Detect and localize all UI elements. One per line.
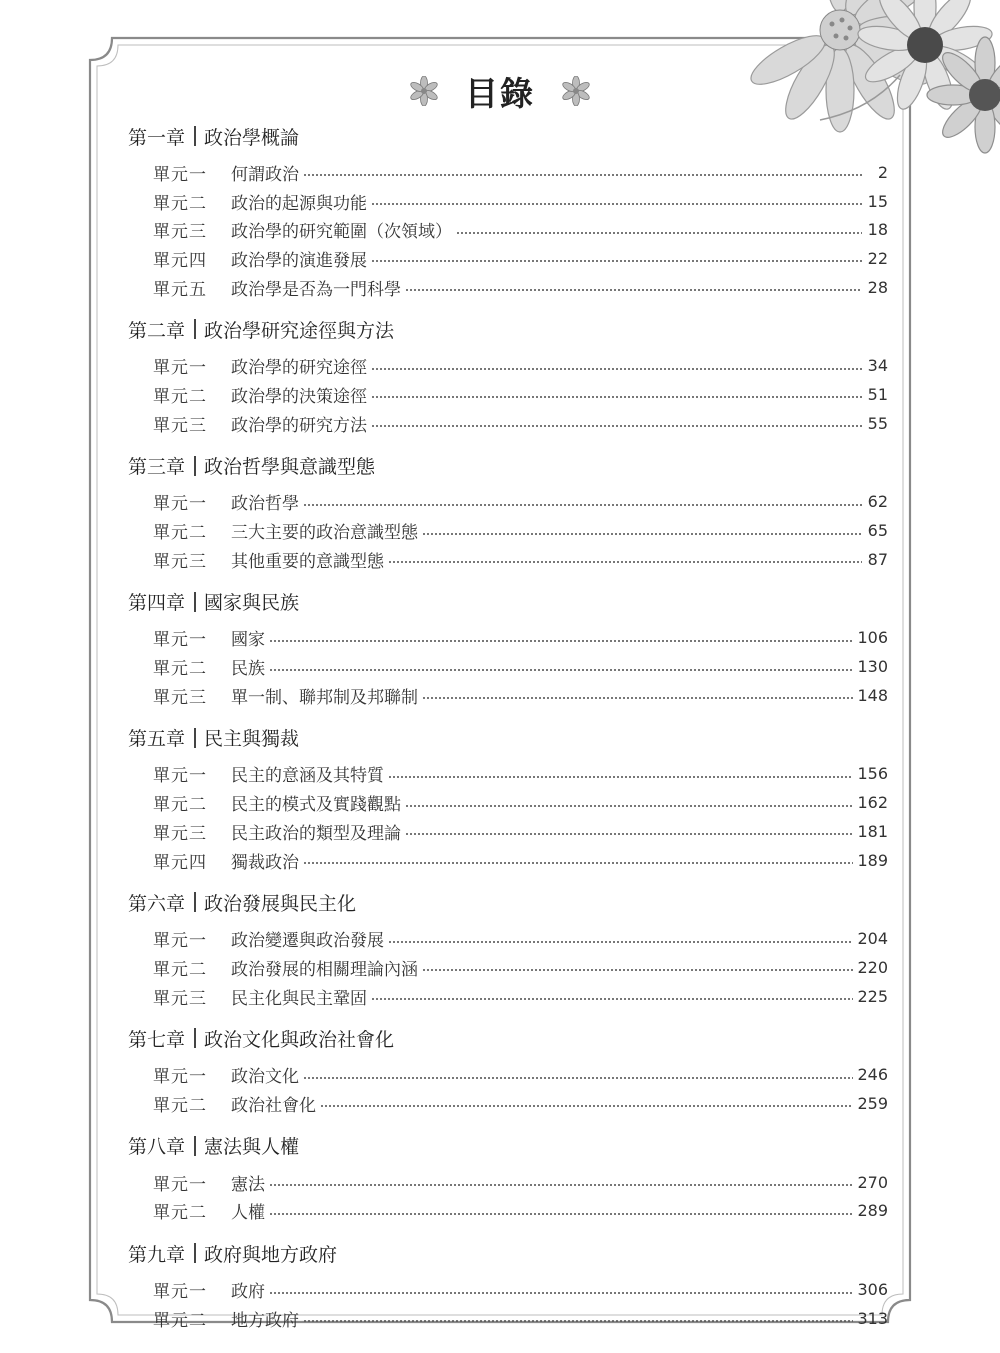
- unit-title: 地方政府: [231, 1310, 299, 1331]
- page-number: 204: [857, 929, 888, 949]
- chapter-title: 政府與地方政府: [204, 1243, 338, 1266]
- chapter-label: 第五章: [128, 728, 186, 751]
- chapter-heading[interactable]: [128, 582, 888, 622]
- chapter-heading[interactable]: [128, 1018, 888, 1058]
- unit-title: 憲法: [231, 1174, 265, 1195]
- dot-leader: [422, 533, 862, 535]
- page-number: 246: [857, 1065, 888, 1085]
- unit-label: 單元二: [153, 523, 207, 544]
- dot-leader: [371, 998, 853, 1000]
- page-number: 162: [857, 793, 888, 813]
- dot-leader: [371, 425, 862, 427]
- toc-entry[interactable]: [128, 924, 888, 953]
- chapter-separator: [194, 456, 196, 476]
- chapter-label: 第二章: [128, 319, 186, 342]
- chapter-heading[interactable]: [128, 1126, 888, 1166]
- dot-leader: [422, 697, 853, 699]
- toc-entry[interactable]: [128, 681, 888, 710]
- unit-label: 單元三: [153, 687, 207, 708]
- page-number: 28: [867, 277, 888, 297]
- unit-label: 單元一: [153, 766, 207, 787]
- toc-entry[interactable]: [128, 788, 888, 817]
- unit-label: 單元二: [153, 1095, 207, 1116]
- unit-label: 單元一: [153, 164, 207, 185]
- toc-entry[interactable]: [128, 760, 888, 789]
- toc-entry[interactable]: [128, 409, 888, 438]
- page-number: 189: [857, 850, 888, 870]
- toc-entry[interactable]: [128, 380, 888, 409]
- ornament-left-icon: [409, 76, 439, 106]
- unit-title: 政治的起源與功能: [231, 193, 367, 214]
- chapter-section: [128, 446, 888, 574]
- dot-leader: [371, 396, 862, 398]
- chapter-section: [128, 882, 888, 1010]
- chapter-heading[interactable]: [128, 718, 888, 758]
- chapter-title: 憲法與人權: [204, 1136, 300, 1159]
- chapter-heading[interactable]: [128, 309, 888, 349]
- page-number: 65: [867, 521, 888, 541]
- page-number: 34: [867, 356, 888, 376]
- dot-leader: [388, 941, 853, 943]
- dot-leader: [388, 776, 853, 778]
- dot-leader: [303, 174, 862, 176]
- toc-entry[interactable]: [128, 158, 888, 187]
- dot-leader: [371, 368, 862, 370]
- toc-entry[interactable]: [128, 817, 888, 846]
- unit-title: 政府: [231, 1282, 265, 1303]
- chapter-separator: [194, 319, 196, 339]
- unit-title: 單一制、聯邦制及邦聯制: [231, 687, 418, 708]
- page-number: 270: [857, 1172, 888, 1192]
- chapter-label: 第八章: [128, 1136, 186, 1159]
- page-number: 313: [857, 1308, 888, 1328]
- unit-label: 單元二: [153, 795, 207, 816]
- page-number: 2: [877, 162, 888, 182]
- page-number: 130: [857, 657, 888, 677]
- dot-leader: [405, 833, 853, 835]
- chapter-separator: [194, 892, 196, 912]
- toc-entry[interactable]: [128, 982, 888, 1011]
- unit-label: 單元三: [153, 551, 207, 572]
- page-number: 51: [867, 384, 888, 404]
- ornament-right-icon: [561, 76, 591, 106]
- toc-entry[interactable]: [128, 1168, 888, 1197]
- unit-title: 政治學是否為一門科學: [231, 279, 401, 300]
- dot-leader: [303, 1320, 853, 1322]
- chapter-section: [128, 116, 888, 301]
- unit-label: 單元二: [153, 959, 207, 980]
- unit-title: 民主政治的類型及理論: [231, 823, 401, 844]
- page-number: 106: [857, 628, 888, 648]
- chapter-label: 第四章: [128, 592, 186, 615]
- chapter-title: 政治發展與民主化: [204, 892, 357, 915]
- unit-label: 單元二: [153, 1310, 207, 1331]
- chapter-heading[interactable]: [128, 1233, 888, 1273]
- unit-title: 三大主要的政治意識型態: [231, 523, 418, 544]
- toc-entry[interactable]: [128, 545, 888, 574]
- toc-entry[interactable]: [128, 215, 888, 244]
- toc-entry[interactable]: [128, 187, 888, 216]
- dot-leader: [269, 1213, 853, 1215]
- unit-label: 單元五: [153, 279, 207, 300]
- unit-label: 單元二: [153, 659, 207, 680]
- page-number: 62: [867, 492, 888, 512]
- page-number: 156: [857, 764, 888, 784]
- toc-entry[interactable]: [128, 846, 888, 875]
- chapter-title: 政治文化與政治社會化: [204, 1028, 395, 1051]
- unit-list: [128, 760, 888, 875]
- unit-label: 單元二: [153, 193, 207, 214]
- page-number: 15: [867, 191, 888, 211]
- page-number: 87: [867, 549, 888, 569]
- chapter-section: [128, 309, 888, 437]
- chapter-title: 政治哲學與意識型態: [204, 456, 376, 478]
- unit-label: 單元二: [153, 1203, 207, 1224]
- unit-label: 單元三: [153, 222, 207, 243]
- unit-label: 單元一: [153, 1067, 207, 1088]
- toc-entry[interactable]: [128, 1197, 888, 1226]
- unit-title: 其他重要的意識型態: [231, 551, 384, 572]
- chapter-separator: [194, 728, 196, 748]
- toc-entry[interactable]: [128, 351, 888, 380]
- unit-title: 民主的模式及實踐觀點: [231, 795, 401, 816]
- page-number: 289: [857, 1201, 888, 1221]
- toc-entry[interactable]: [128, 1089, 888, 1118]
- chapter-separator: [194, 1028, 196, 1048]
- chapter-title: 國家與民族: [204, 592, 300, 615]
- page-number: 22: [867, 248, 888, 268]
- page-number: 220: [857, 957, 888, 977]
- page-number: 55: [867, 413, 888, 433]
- toc-entry[interactable]: [128, 624, 888, 653]
- chapter-separator: [194, 126, 196, 146]
- unit-title: 政治社會化: [231, 1095, 316, 1116]
- unit-list: [128, 488, 888, 574]
- dot-leader: [303, 1077, 853, 1079]
- dot-leader: [388, 561, 862, 563]
- unit-label: 單元一: [153, 1282, 207, 1303]
- unit-label: 單元四: [153, 250, 207, 271]
- toc-entry[interactable]: [128, 273, 888, 302]
- unit-title: 政治學的演進發展: [231, 250, 367, 271]
- chapter-title: 政治學研究途徑與方法: [204, 319, 395, 342]
- chapter-label: 第一章: [128, 126, 186, 149]
- unit-title: 政治學的研究途徑: [231, 358, 367, 379]
- unit-label: 單元三: [153, 415, 207, 436]
- page-number: 181: [857, 821, 888, 841]
- dot-leader: [456, 232, 862, 234]
- chapter-label: 第九章: [128, 1243, 186, 1266]
- chapter-heading[interactable]: [128, 116, 888, 156]
- table-of-contents: [128, 116, 888, 1341]
- dot-leader: [320, 1105, 853, 1107]
- unit-label: 單元一: [153, 1174, 207, 1195]
- chapter-separator: [194, 1136, 196, 1156]
- dot-leader: [405, 805, 853, 807]
- unit-title: 獨裁政治: [231, 852, 299, 873]
- unit-list: [128, 1168, 888, 1225]
- chapter-label: 第三章: [128, 456, 186, 478]
- toc-entry[interactable]: [128, 488, 888, 517]
- toc-entry[interactable]: [128, 1060, 888, 1089]
- chapter-separator: [194, 592, 196, 612]
- unit-label: 單元四: [153, 852, 207, 873]
- chapter-label: 第六章: [128, 892, 186, 915]
- dot-leader: [269, 640, 853, 642]
- page-number: 259: [857, 1093, 888, 1113]
- unit-list: [128, 1275, 888, 1332]
- toc-entry[interactable]: [128, 953, 888, 982]
- unit-label: 單元三: [153, 988, 207, 1009]
- unit-title: 人權: [231, 1203, 265, 1224]
- page-number: 306: [857, 1280, 888, 1300]
- page-number: 18: [867, 220, 888, 240]
- chapter-heading[interactable]: [128, 882, 888, 922]
- unit-title: 國家: [231, 630, 265, 651]
- unit-list: [128, 924, 888, 1010]
- dot-leader: [303, 862, 853, 864]
- unit-title: 政治哲學: [231, 494, 299, 515]
- chapter-separator: [194, 1243, 196, 1263]
- toc-entry[interactable]: [128, 244, 888, 273]
- toc-entry[interactable]: [128, 1304, 888, 1333]
- unit-title: 政治發展的相關理論內涵: [231, 959, 418, 980]
- unit-title: 政治變遷與政治發展: [231, 931, 384, 952]
- chapter-section: [128, 1233, 888, 1332]
- toc-entry[interactable]: [128, 1275, 888, 1304]
- unit-list: [128, 158, 888, 301]
- chapter-label: 第七章: [128, 1028, 186, 1051]
- unit-label: 單元一: [153, 494, 207, 515]
- dot-leader: [269, 669, 853, 671]
- unit-label: 單元三: [153, 823, 207, 844]
- toc-title-row: [0, 66, 1000, 116]
- unit-list: [128, 624, 888, 710]
- unit-title: 政治學的研究方法: [231, 415, 367, 436]
- unit-title: 政治文化: [231, 1067, 299, 1088]
- unit-title: 政治學的研究範圍（次領域）: [231, 222, 452, 243]
- unit-title: 民族: [231, 659, 265, 680]
- dot-leader: [303, 504, 862, 506]
- chapter-section: [128, 1018, 888, 1117]
- unit-list: [128, 351, 888, 437]
- dot-leader: [269, 1184, 853, 1186]
- chapter-section: [128, 718, 888, 875]
- chapter-heading[interactable]: [128, 446, 888, 486]
- toc-entry[interactable]: [128, 652, 888, 681]
- unit-title: 民主化與民主鞏固: [231, 988, 367, 1009]
- unit-title: 何謂政治: [231, 164, 299, 185]
- unit-label: 單元一: [153, 358, 207, 379]
- chapter-title: 政治學概論: [204, 126, 300, 149]
- dot-leader: [405, 289, 862, 291]
- unit-list: [128, 1060, 888, 1117]
- unit-label: 單元二: [153, 386, 207, 407]
- chapter-title: 民主與獨裁: [204, 728, 300, 751]
- dot-leader: [269, 1292, 853, 1294]
- unit-title: 政治學的決策途徑: [231, 386, 367, 407]
- chapter-section: [128, 582, 888, 710]
- page-number: 225: [857, 986, 888, 1006]
- chapter-section: [128, 1126, 888, 1225]
- toc-entry[interactable]: [128, 516, 888, 545]
- unit-label: 單元一: [153, 931, 207, 952]
- dot-leader: [371, 260, 862, 262]
- page-title: 目錄: [465, 73, 535, 113]
- unit-label: 單元一: [153, 630, 207, 651]
- dot-leader: [371, 203, 862, 205]
- dot-leader: [422, 969, 853, 971]
- unit-title: 民主的意涵及其特質: [231, 766, 384, 787]
- page-number: 148: [857, 685, 888, 705]
